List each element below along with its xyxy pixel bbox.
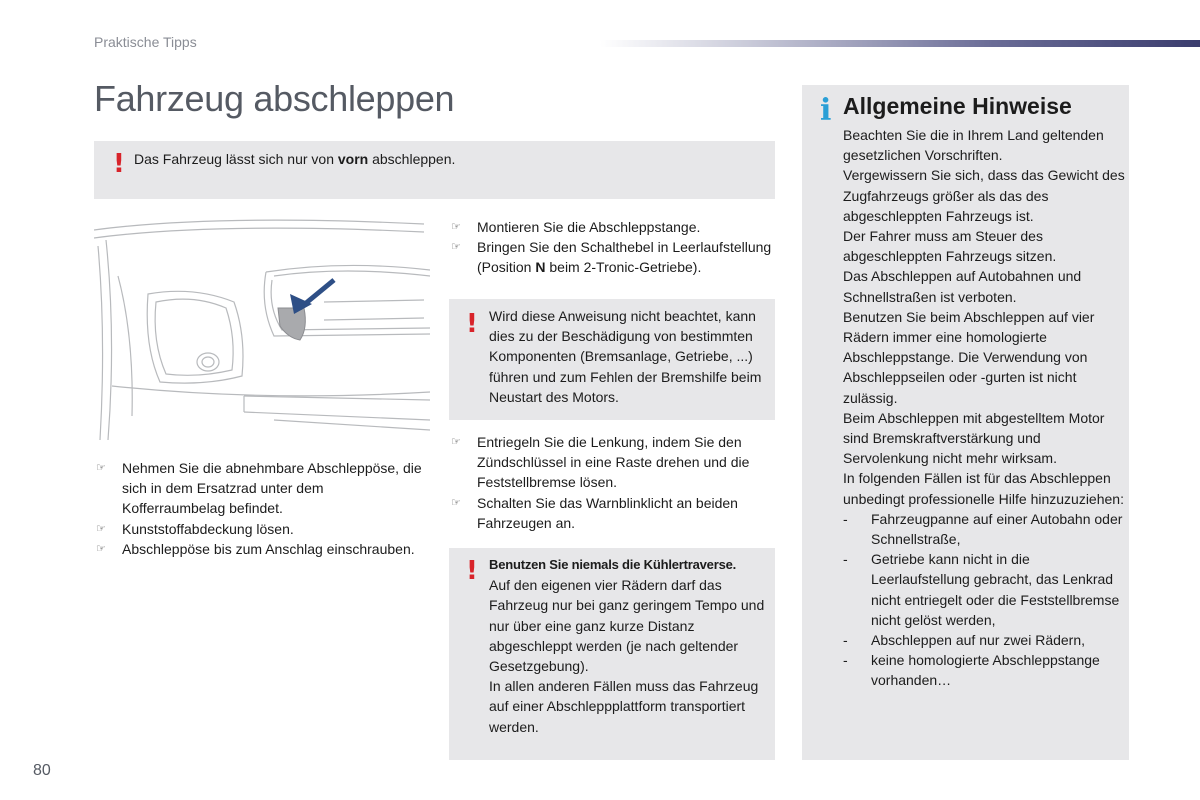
middle-steps-list-2 bbox=[449, 432, 779, 533]
info-paragraph: Das Abschleppen auf Autobahnen und Schnellstraßen ist verboten. bbox=[843, 268, 1082, 305]
pointing-hand-icon: ☞ bbox=[96, 542, 106, 555]
top-warning-text: Das Fahrzeug lässt sich nur von vorn abschleppen. bbox=[134, 151, 456, 167]
pointing-hand-icon: ☞ bbox=[451, 221, 461, 233]
list-item: ☞ Schalten Sie das Warnblinklicht an beiden Fahrzeugen an. bbox=[451, 494, 738, 531]
page-title: Fahrzeug abschleppen bbox=[94, 78, 455, 119]
info-list-item: - Getriebe kann nicht in die Leerlaufstellung gebracht, das Lenkrad nicht entriegelt oder die Feststellbremse nicht gelöst werden, bbox=[843, 551, 1120, 628]
info-icon: i bbox=[820, 93, 832, 128]
info-paragraph: In folgenden Fällen ist für das Abschleppen unbedingt professionelle Hilfe hinzuzuziehen: bbox=[843, 470, 1124, 507]
list-item: ☞ Kunststoffabdeckung lösen. bbox=[94, 519, 424, 539]
pointing-hand-icon: ☞ bbox=[96, 462, 106, 474]
list-item: ☞ Nehmen Sie die abnehmbare Abschleppöse, die sich in dem Ersatzrad unter dem Kofferraumbelag befindet. bbox=[96, 460, 422, 517]
section-label: Praktische Tipps bbox=[94, 34, 197, 50]
info-box-title: Allgemeine Hinweise bbox=[843, 93, 1072, 119]
header-gradient-bar bbox=[600, 40, 1200, 47]
info-paragraph: Beachten Sie die in Ihrem Land geltenden gesetzlichen Vorschriften. bbox=[843, 127, 1104, 164]
info-paragraph: Der Fahrer muss am Steuer des abgeschleppten Fahrzeugs sitzen. bbox=[843, 228, 1057, 265]
info-list-item: - keine homologierte Abschleppstange vorhanden… bbox=[843, 652, 1100, 689]
warning-exclamation-icon: ! bbox=[466, 556, 478, 586]
pointing-hand-icon: ☞ bbox=[451, 241, 461, 254]
left-steps-list bbox=[94, 458, 424, 559]
info-list-item: - Abschleppen auf nur zwei Rädern, bbox=[843, 632, 1086, 649]
middle-warning-box-1 bbox=[449, 299, 775, 420]
pointing-hand-icon: ☞ bbox=[451, 496, 461, 509]
middle-warning-box-2 bbox=[449, 548, 775, 760]
info-paragraph: Vergewissern Sie sich, dass das Gewicht des Zugfahrzeugs größer als das des abgeschleppten Fahrzeugs ist. bbox=[843, 167, 1125, 224]
pointing-hand-icon: ☞ bbox=[96, 522, 106, 535]
middle-warning-2-text bbox=[489, 555, 771, 737]
list-item: ☞ Montieren Sie die Abschleppstange. bbox=[449, 217, 779, 237]
warning-paragraph: Auf den eigenen vier Rädern darf das Fahrzeug nur bei ganz geringem Tempo und nur über eine ganz kurze Distanz abgeschleppt werden (je nach geltender Gesetzgebung). bbox=[489, 577, 765, 675]
page-number: 80 bbox=[33, 762, 51, 779]
pointing-hand-icon: ☞ bbox=[451, 436, 461, 448]
list-item: ☞ Bringen Sie den Schalthebel in Leerlaufstellung (Position N beim 2-Tronic-Getriebe). bbox=[451, 239, 772, 276]
warning-exclamation-icon: ! bbox=[113, 149, 125, 179]
list-item: ☞ Abschleppöse bis zum Anschlag einschrauben. bbox=[94, 539, 424, 559]
info-paragraph: Benutzen Sie beim Abschleppen auf vier Rädern immer eine homologierte Abschleppstange. Die Verwendung von Abschleppseilen oder -gurten ist nicht zulässig. bbox=[843, 308, 1095, 406]
warning-paragraph: In allen anderen Fällen muss das Fahrzeug auf einer Abschleppplattform transportiert werden. bbox=[489, 678, 759, 735]
info-paragraph: Beim Abschleppen mit abgestelltem Motor sind Bremskraftverstärkung und Servolenkung nicht mehr wirksam. bbox=[843, 409, 1105, 467]
list-item: ☞ Entriegeln Sie die Lenkung, indem Sie den Zündschlüssel in eine Raste drehen und die Feststellbremse lösen. bbox=[451, 434, 750, 491]
top-warning-box bbox=[94, 141, 775, 199]
info-list-item: - Fahrzeugpanne auf einer Autobahn oder Schnellstraße, bbox=[843, 510, 1123, 548]
warning-exclamation-icon: ! bbox=[466, 309, 478, 339]
middle-steps-list-1 bbox=[449, 217, 779, 278]
towing-eye-illustration bbox=[94, 216, 430, 440]
warning-heading: Benutzen Sie niemals die Kühlertraverse. bbox=[489, 557, 737, 572]
middle-warning-1-text: Wird diese Anweisung nicht beachtet, kann dies zu der Beschädigung von bestimmten Komponenten (Bremsanlage, Getriebe, ...) führen und zum Fehlen der Bremshilfe beim Neustart des Motors. bbox=[489, 308, 762, 405]
info-box bbox=[802, 85, 1129, 760]
info-box-body bbox=[843, 125, 1125, 691]
